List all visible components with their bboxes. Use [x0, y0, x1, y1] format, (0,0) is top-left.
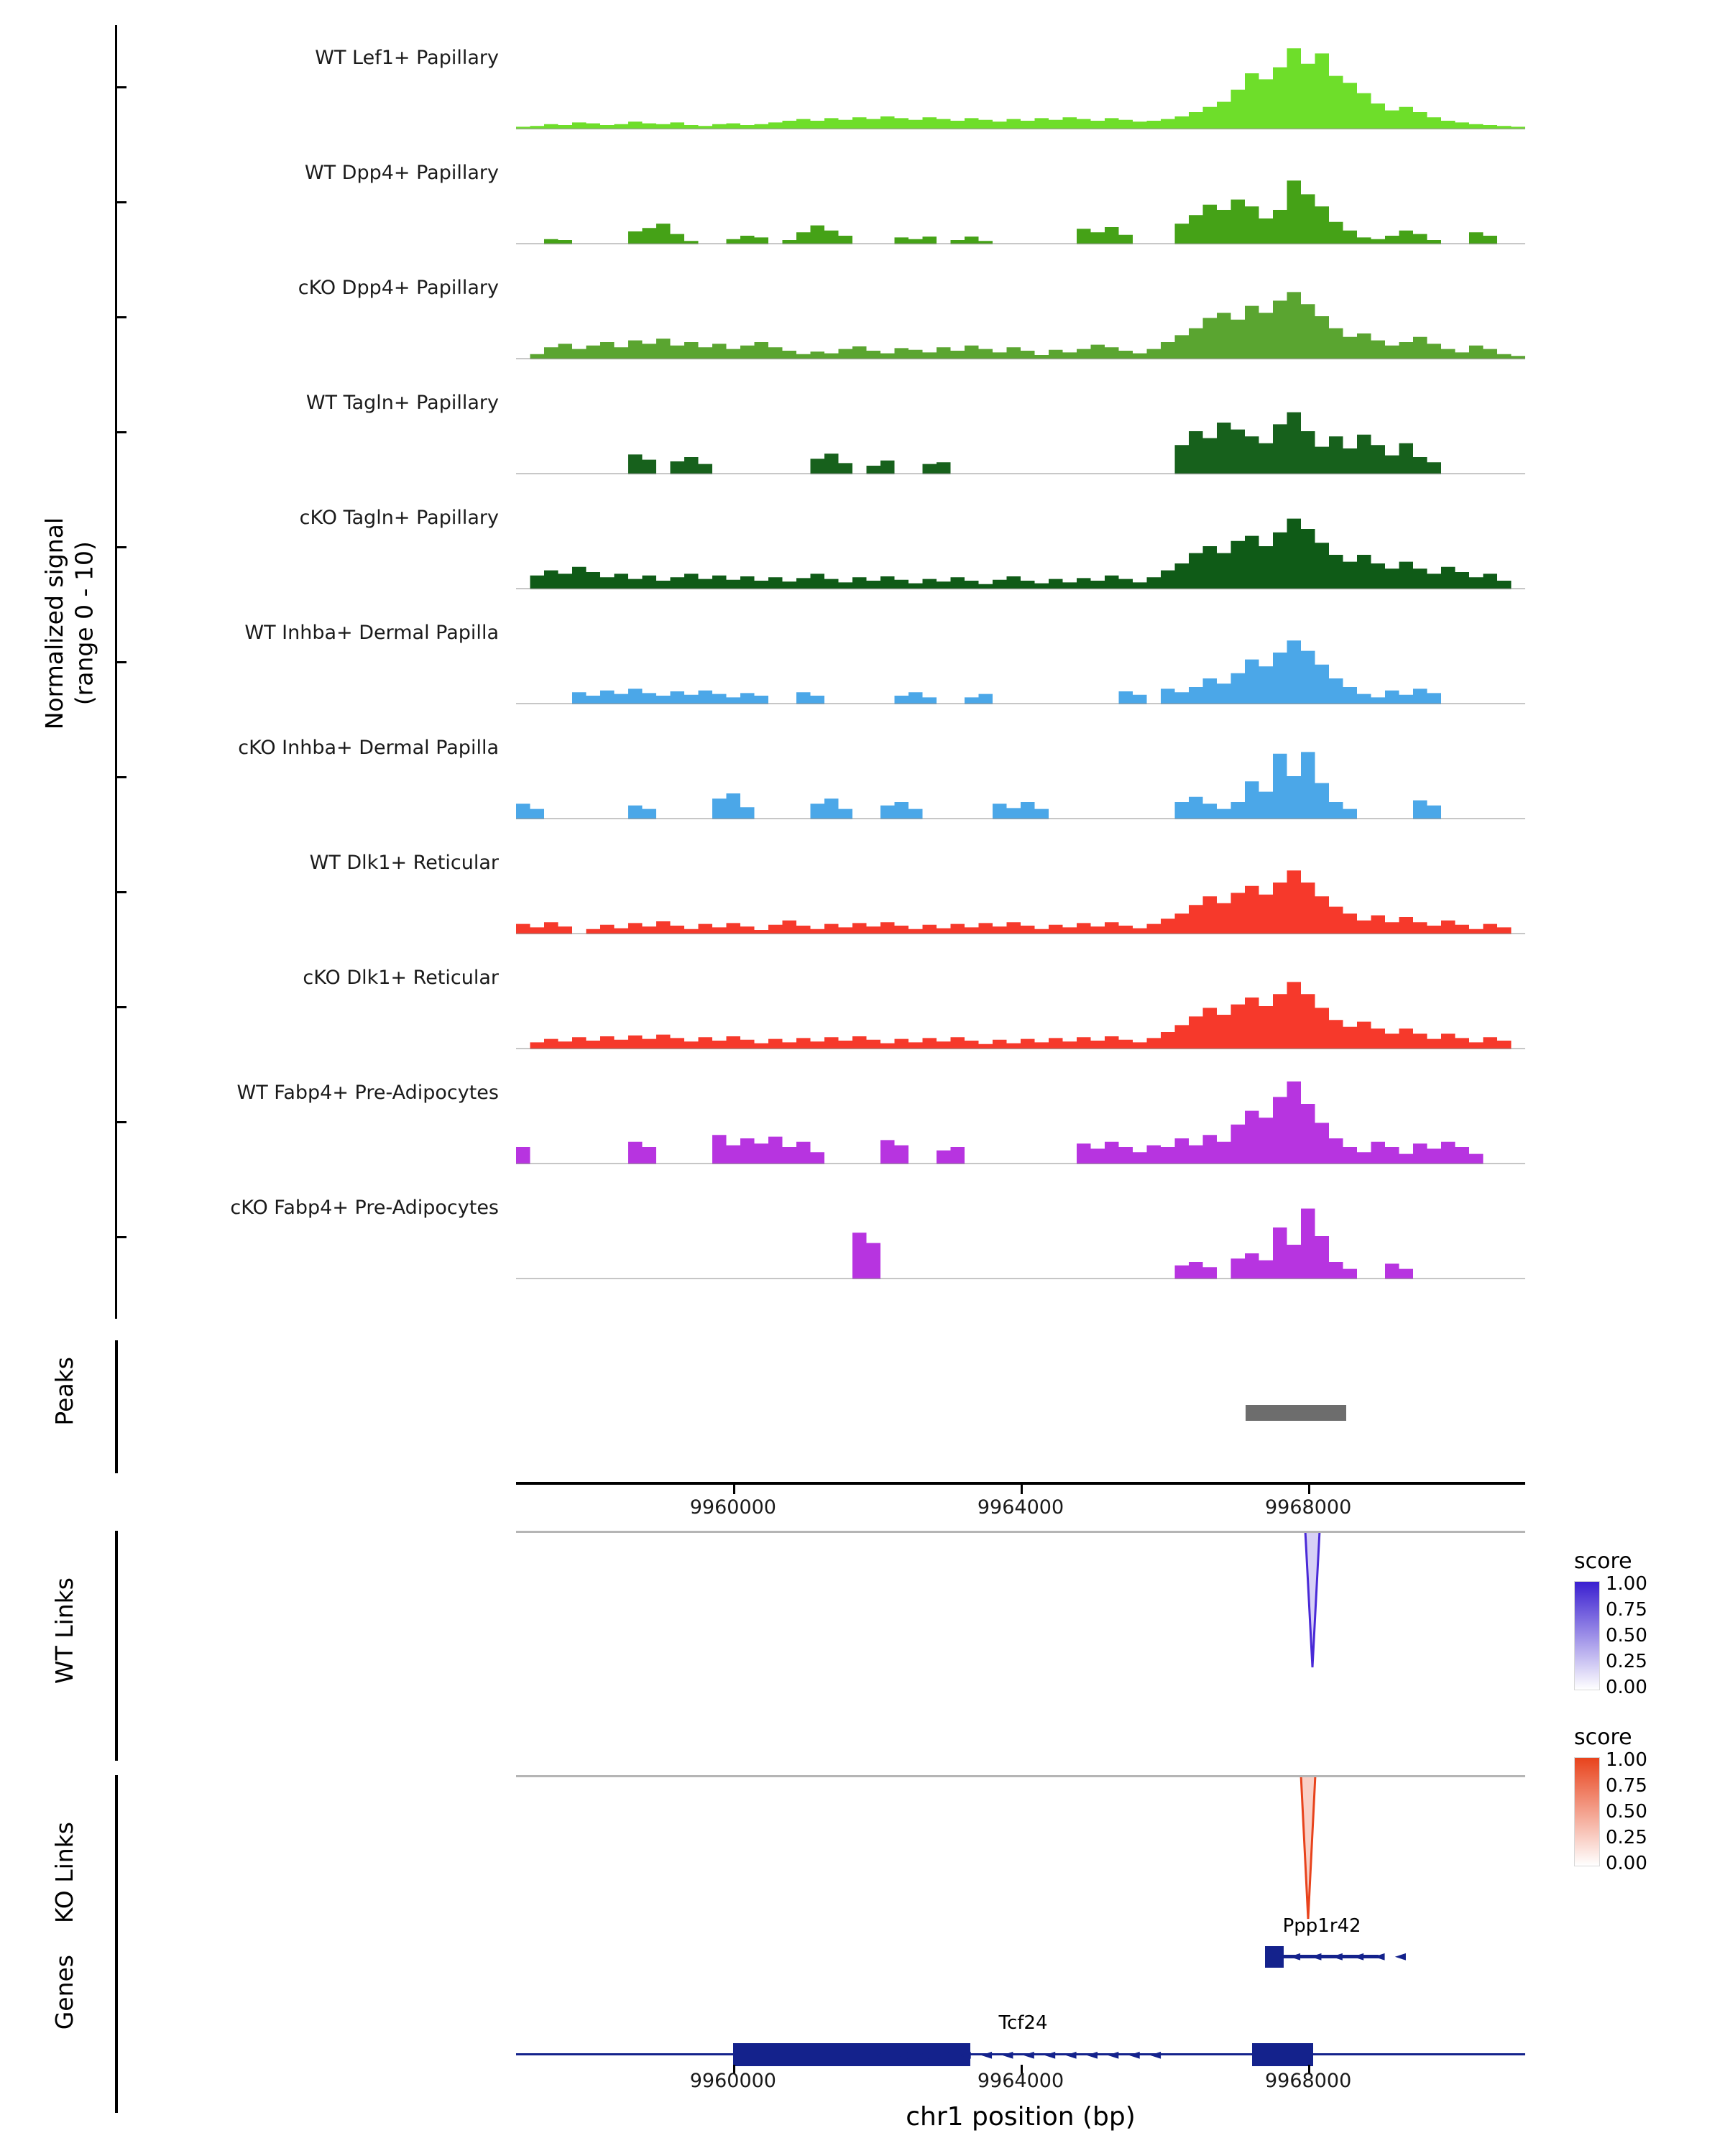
coverage-track — [516, 848, 1525, 934]
track-label: WT Fabp4+ Pre-Adipocytes — [236, 1082, 499, 1104]
genes-label-text: Genes — [50, 1955, 78, 2030]
axis-tick — [115, 891, 126, 893]
axis-tick — [115, 1236, 126, 1238]
track-label: WT Dlk1+ Reticular — [309, 852, 499, 874]
wt-legend-tick-4: 0.00 — [1606, 1677, 1647, 1698]
wt-score-legend — [1574, 1549, 1725, 1698]
coverage-track — [516, 618, 1525, 704]
y-axis-label-line2: (range 0 - 10) — [70, 541, 98, 706]
coverage-track — [516, 388, 1525, 474]
wt-link-arc — [516, 1531, 1525, 1761]
ko-legend-tick-0: 1.00 — [1606, 1749, 1647, 1771]
x-axis-label: chr1 position (bp) — [906, 2102, 1136, 2132]
axis-tick — [115, 546, 126, 548]
wt-legend-tick-0: 1.00 — [1606, 1573, 1647, 1595]
peak-region-bar — [1246, 1405, 1346, 1421]
position-tick-label: 9964000 — [977, 1496, 1064, 1519]
coverage-track — [516, 273, 1525, 359]
ko-legend-tick-4: 0.00 — [1606, 1853, 1647, 1874]
wt-legend-tick-2: 0.50 — [1606, 1625, 1647, 1646]
ko-links-label-text: KO Links — [50, 1822, 78, 1924]
ko-legend-ticks — [1606, 1749, 1692, 1874]
position-tick-label: 9960000 — [689, 1496, 776, 1519]
wt-links-panel — [516, 1531, 1525, 1761]
ko-links-panel — [516, 1775, 1525, 2005]
wt-legend-title: score — [1574, 1549, 1632, 1574]
wt-legend-gradient — [1574, 1581, 1600, 1690]
gene-name-label: Tcf24 — [998, 2012, 1048, 2034]
coverage-track — [516, 158, 1525, 244]
position-tick — [733, 1485, 735, 1494]
coverage-track — [516, 733, 1525, 819]
coverage-track — [516, 43, 1525, 129]
gene-strand-arrows: ◄◄◄◄◄◄ — [1289, 1947, 1417, 1964]
track-label: WT Lef1+ Papillary — [315, 47, 499, 69]
peaks-panel-label — [50, 1357, 78, 1432]
axis-tick — [115, 86, 126, 88]
coverage-track — [516, 503, 1525, 589]
axis-tick — [115, 1121, 126, 1123]
position-tick-label: 9964000 — [977, 2070, 1064, 2092]
position-tick — [1021, 1485, 1023, 1494]
position-tick-label: 9968000 — [1265, 2070, 1352, 2092]
track-label: cKO Fabp4+ Pre-Adipocytes — [230, 1197, 499, 1219]
track-label: cKO Inhba+ Dermal Papilla — [238, 737, 499, 759]
position-tick-label: 9960000 — [689, 2070, 776, 2092]
genes-panel-label — [50, 1955, 78, 2035]
coverage-track — [516, 1193, 1525, 1279]
coverage-track — [516, 1078, 1525, 1164]
peaks-label-text: Peaks — [50, 1357, 78, 1426]
axis-tick — [115, 776, 126, 778]
wt-legend-tick-1: 0.75 — [1606, 1599, 1647, 1621]
ko-links-label — [50, 1822, 106, 1929]
axis-tick — [115, 201, 126, 203]
wt-links-baseline — [516, 1531, 1525, 1533]
ko-legend-tick-3: 0.25 — [1606, 1827, 1647, 1848]
ko-score-legend — [1574, 1725, 1725, 1874]
ko-links-baseline — [516, 1775, 1525, 1777]
axis-tick — [115, 316, 126, 318]
track-label: WT Tagln+ Papillary — [305, 392, 499, 414]
ko-legend-title: score — [1574, 1725, 1632, 1750]
ko-legend-gradient — [1574, 1757, 1600, 1866]
track-label: WT Dpp4+ Papillary — [304, 162, 499, 184]
track-label: WT Inhba+ Dermal Papilla — [244, 622, 499, 644]
gene-strand-arrows: ◄◄◄◄◄◄◄◄◄◄◄◄◄◄ — [875, 2045, 1172, 2063]
axis-tick — [115, 1006, 126, 1008]
ko-legend-tick-1: 0.75 — [1606, 1775, 1647, 1797]
gene-exon — [1265, 1946, 1284, 1968]
wt-legend-ticks — [1606, 1573, 1692, 1698]
wt-links-label-text: WT Links — [50, 1577, 78, 1685]
position-tick-label: 9968000 — [1265, 1496, 1352, 1519]
wt-links-label — [50, 1577, 106, 1690]
ko-legend-tick-2: 0.50 — [1606, 1801, 1647, 1823]
coverage-track — [516, 963, 1525, 1049]
axis-tick — [115, 431, 126, 433]
wt-links-spine — [115, 1531, 118, 1761]
position-tick — [1308, 1485, 1310, 1494]
genes-panel-spine — [115, 1904, 118, 2113]
ko-link-arc — [516, 1775, 1525, 2005]
track-label: cKO Dpp4+ Papillary — [298, 277, 499, 299]
axis-tick — [115, 661, 126, 663]
track-label: cKO Tagln+ Papillary — [299, 507, 499, 529]
y-axis-label-line1: Normalized signal — [40, 517, 68, 730]
track-label: cKO Dlk1+ Reticular — [303, 967, 499, 989]
peaks-panel-spine — [115, 1340, 118, 1473]
wt-legend-tick-3: 0.25 — [1606, 1651, 1647, 1672]
gene-name-label: Ppp1r42 — [1282, 1915, 1361, 1937]
